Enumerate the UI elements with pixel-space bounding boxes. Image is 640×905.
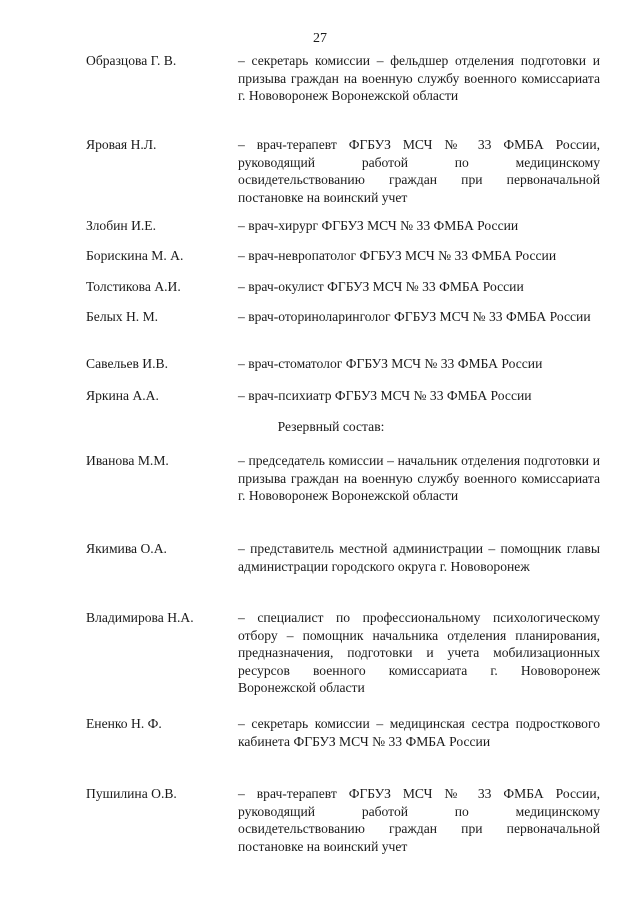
- member-role: – врач-невропатолог ФГБУЗ МСЧ № 33 ФМБА России: [238, 248, 557, 263]
- member-role: – врач-психиатр ФГБУЗ МСЧ № 33 ФМБА России: [238, 388, 532, 403]
- member-role: – секретарь комиссии – фельдшер отделения подготовки и призыва граждан на военную службу военного комиссариата г. Нововоронеж Воронежской области: [238, 53, 600, 103]
- member-name: Пушилина О.В.: [86, 786, 177, 801]
- member-name: Белых Н. М.: [86, 309, 159, 324]
- member-name: Борискина М. А.: [86, 248, 184, 263]
- member-role: – врач-оториноларинголог ФГБУЗ МСЧ № 33 ФМБА России: [238, 309, 591, 324]
- member-name: Образцова Г. В.: [86, 53, 177, 68]
- member-role: – врач-терапевт ФГБУЗ МСЧ № 33 ФМБА России, руководящий работой по медицинскому освидетельствованию граждан при первоначальной постановке на воинский учет: [238, 137, 600, 205]
- member-role: – представитель местной администрации – помощник главы администрации городского округа г. Нововоронеж: [238, 541, 600, 574]
- member-role: – председатель комиссии – начальник отделения подготовки и призыва граждан на военную службу военного комиссариата г. Нововоронеж Воронежской области: [238, 453, 600, 503]
- member-name: Толстикова А.И.: [86, 279, 181, 294]
- page-number: 27: [313, 31, 327, 46]
- member-name: Владимирова Н.А.: [86, 610, 194, 625]
- member-name: Иванова М.М.: [86, 453, 169, 468]
- member-role: – секретарь комиссии – медицинская сестра подросткового кабинета ФГБУЗ МСЧ № 33 ФМБА России: [238, 716, 600, 749]
- member-name: Ененко Н. Ф.: [86, 716, 162, 731]
- member-name: Злобин И.Е.: [86, 218, 156, 233]
- member-name: Якимива О.А.: [86, 541, 167, 556]
- member-role: – врач-стоматолог ФГБУЗ МСЧ № 33 ФМБА России: [238, 356, 543, 371]
- member-role: – врач-терапевт ФГБУЗ МСЧ № 33 ФМБА России, руководящий работой по медицинскому освидетельствованию граждан при первоначальной постановке на воинский учет: [238, 786, 600, 854]
- member-name: Яркина А.А.: [86, 388, 159, 403]
- member-role: – специалист по профессиональному психологическому отбору – помощник начальника отделения планирования, предназначения, подготовки и учета мобилизационных ресурсов военного комиссариата г. Нововоронеж Воронежской области: [238, 610, 600, 695]
- member-role: – врач-окулист ФГБУЗ МСЧ № 33 ФМБА России: [238, 279, 524, 294]
- member-name: Савельев И.В.: [86, 356, 168, 371]
- member-role: – врач-хирург ФГБУЗ МСЧ № 33 ФМБА России: [238, 218, 519, 233]
- member-name: Яровая Н.Л.: [86, 137, 157, 152]
- reserve-heading: Резервный состав:: [277, 419, 385, 434]
